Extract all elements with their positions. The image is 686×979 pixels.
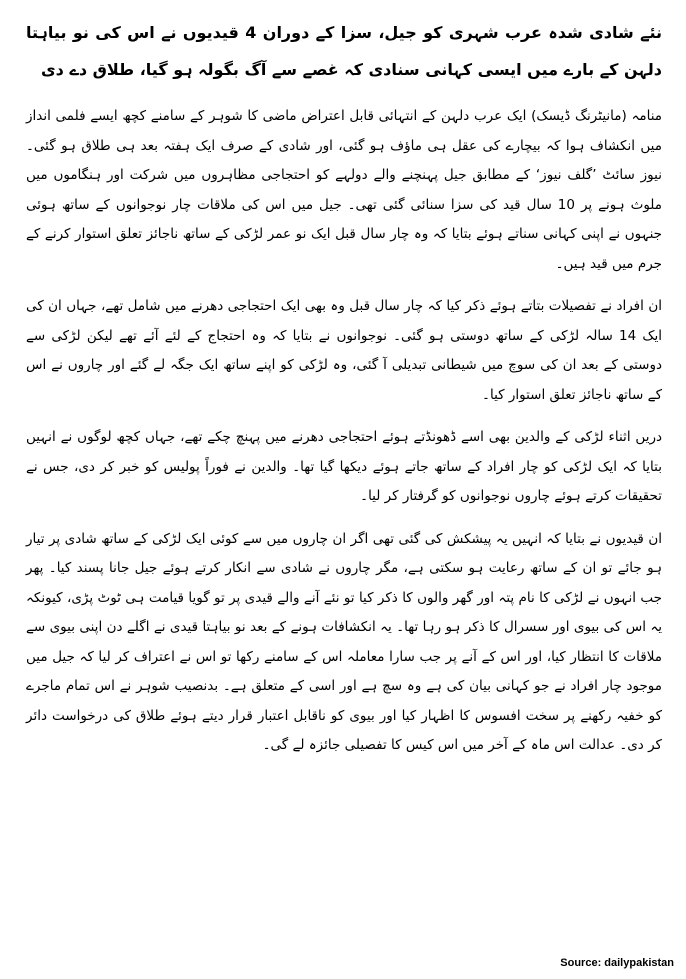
article-headline: نئے شادی شدہ عرب شہری کو جیل، سزا کے دوران 4 قیدیوں نے اس کی نو بیاہتا دلہن کے بارے میں ایسی کہانی سنادی کہ غصے سے آگ بگولہ ہو گیا، طلاق دے دی: [26, 23, 663, 79]
article-paragraph-3: دریں اثناء لڑکی کے والدین بھی اسے ڈھونڈتے ہوئے احتجاجی دھرنے میں پہنچ چکے تھے، جہاں کچھ لوگوں نے انہیں بتایا کہ ایک لڑکی کو چار افراد کے ساتھ جاتے ہوئے دیکھا گیا تھا۔ والدین نے فوراً پولیس کو خبر کر دی، جس نے تحقیقات کرتے ہوئے چاروں نوجوانوں کو گرفتار کر لیا۔: [26, 429, 662, 504]
source-credit: Source: dailypakistan: [560, 957, 674, 969]
article-paragraph-4: ان قیدیوں نے بتایا کہ انہیں یہ پیشکش کی گئی تھی اگر ان چاروں میں سے کوئی ایک لڑکی کے ساتھ شادی پر تیار ہو جائے تو ان کے ساتھ رعایت ہو سکتی ہے، مگر چاروں نے شادی سے انکار کرتے ہوئے جیل جانا پسند کیا۔ پھر جب انہوں نے لڑکی کا نام پتہ اور گھر والوں کا ذکر کیا تو نئے آنے والے قیدی پر تو گویا قیامت ہی ٹوٹ پڑی، کیونکہ یہ اس کی بیوی اور سسرال کا ذکر ہو رہا تھا۔ یہ انکشافات ہونے کے بعد نو بیاہتا قیدی نے اگلے دن اپنی بیوی سے ملاقات کا انتظار کیا، اور اس کے آنے پر جب سارا معاملہ اس کے سامنے رکھا تو اس نے اعتراف کر لیا کہ جیل میں موجود چار افراد نے جو کہانی بیان کی ہے وہ سچ ہے اور اسی کے متعلق ہے۔ بدنصیب شوہر نے اس تمام ماجرے کو خفیہ رکھنے پر سخت افسوس کا اظہار کیا اور بیوی کو ناقابل اعتبار قرار دیتے ہوئے طلاق کی درخواست دائر کر دی۔ عدالت اس ماہ کے آخر میں اس کیس کا تفصیلی جائزہ لے گی۔: [26, 530, 662, 753]
article-paragraph-2: ان افراد نے تفصیلات بتاتے ہوئے ذکر کیا کہ چار سال قبل وہ بھی ایک احتجاجی دھرنے میں شامل تھے، جہاں ان کی ایک 14 سالہ لڑکی کے ساتھ دوستی ہو گئی۔ نوجوانوں نے بتایا کہ وہ احتجاج کے لئے آئے تھے لیکن لڑکی سے دوستی کے بعد ان کی سوچ میں شیطانی تبدیلی آ گئی، وہ لڑکی کو اپنے ساتھ ایک جگہ لے گئے اور چاروں نے اس کے ساتھ ناجائز تعلق استوار کیا۔: [26, 298, 662, 403]
article-paragraph-1: منامہ (مانیٹرنگ ڈیسک) ایک عرب دلہن کے انتہائی قابل اعتراض ماضی کا شوہر کے سامنے کچھ ایسے فلمی انداز میں انکشاف ہوا کہ بیچارے کی عقل ہی ماؤف ہو گئی، اور شادی کے صرف ایک ہفتہ بعد ہی طلاق ہو گئی۔ نیوز سائٹ ’گلف نیوز‘ کے مطابق جیل پہنچنے والے دولہے کو احتجاجی مظاہروں میں شرکت اور ہنگاموں میں ملوث ہونے پر 10 سال قید کی سزا سنائی گئی تھی۔ جیل میں اس کی ملاقات چار نوجوانوں کے ساتھ ہوئی جنہوں نے اپنی کہانی سناتے ہوئے بتایا کہ وہ چار سال قبل ایک نو عمر لڑکی کے ساتھ ناجائز تعلق استوار کرنے کے جرم میں قید ہیں۔: [26, 108, 662, 272]
news-article: [26, 14, 662, 774]
